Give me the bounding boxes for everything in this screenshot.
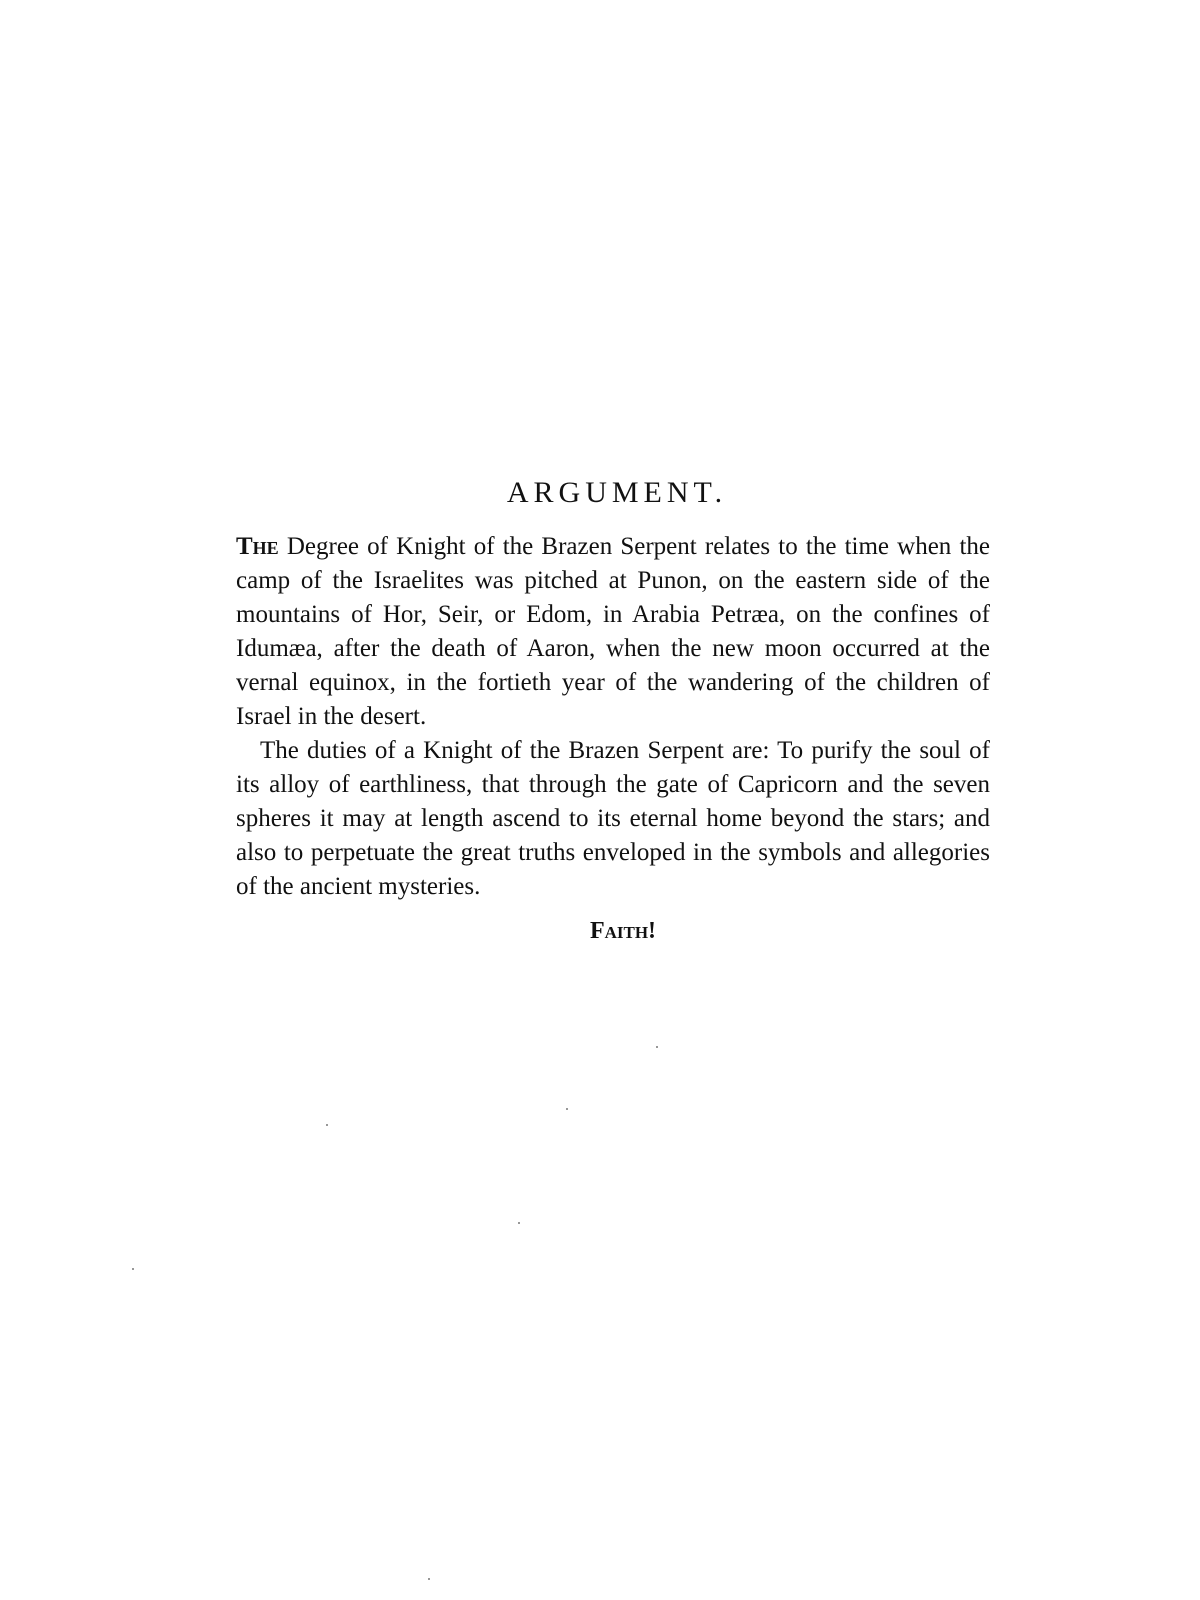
scan-speck — [656, 1046, 658, 1048]
paragraph-degree-text: Degree of Knight of the Brazen Serpent relates to the time when the camp of the Israelites was pitched at Punon, on the eastern side of the mountains of Hor, Seir, or Edom, in Arabia Petræa, on the confines of Idumæa, after the death of Aaron, when the new moon occurred at the vernal equinox, in the fortieth year of the wandering of the children of Israel in the desert. — [236, 533, 990, 730]
paragraph-duties — [236, 734, 990, 904]
paragraph-degree — [236, 530, 990, 734]
closing-word: Faith! — [589, 918, 657, 944]
scan-speck — [326, 1124, 328, 1126]
paragraph-duties-text: The duties of a Knight of the Brazen Serpent are: To purify the soul of its alloy of earthliness, that through the gate of Capricorn and the seven spheres it may at length ascend to its eternal home beyond the stars; and also to perpetuate the great truths enveloped in the symbols and allegories of the ancient mysteries. — [236, 737, 990, 900]
section-heading: ARGUMENT. — [506, 476, 728, 509]
scan-speck — [428, 1578, 430, 1580]
scan-speck — [132, 1268, 134, 1270]
scan-speck — [566, 1108, 568, 1110]
scan-speck — [518, 1222, 520, 1224]
argument-section — [236, 476, 990, 945]
paragraph-lead-word: The — [236, 533, 279, 560]
